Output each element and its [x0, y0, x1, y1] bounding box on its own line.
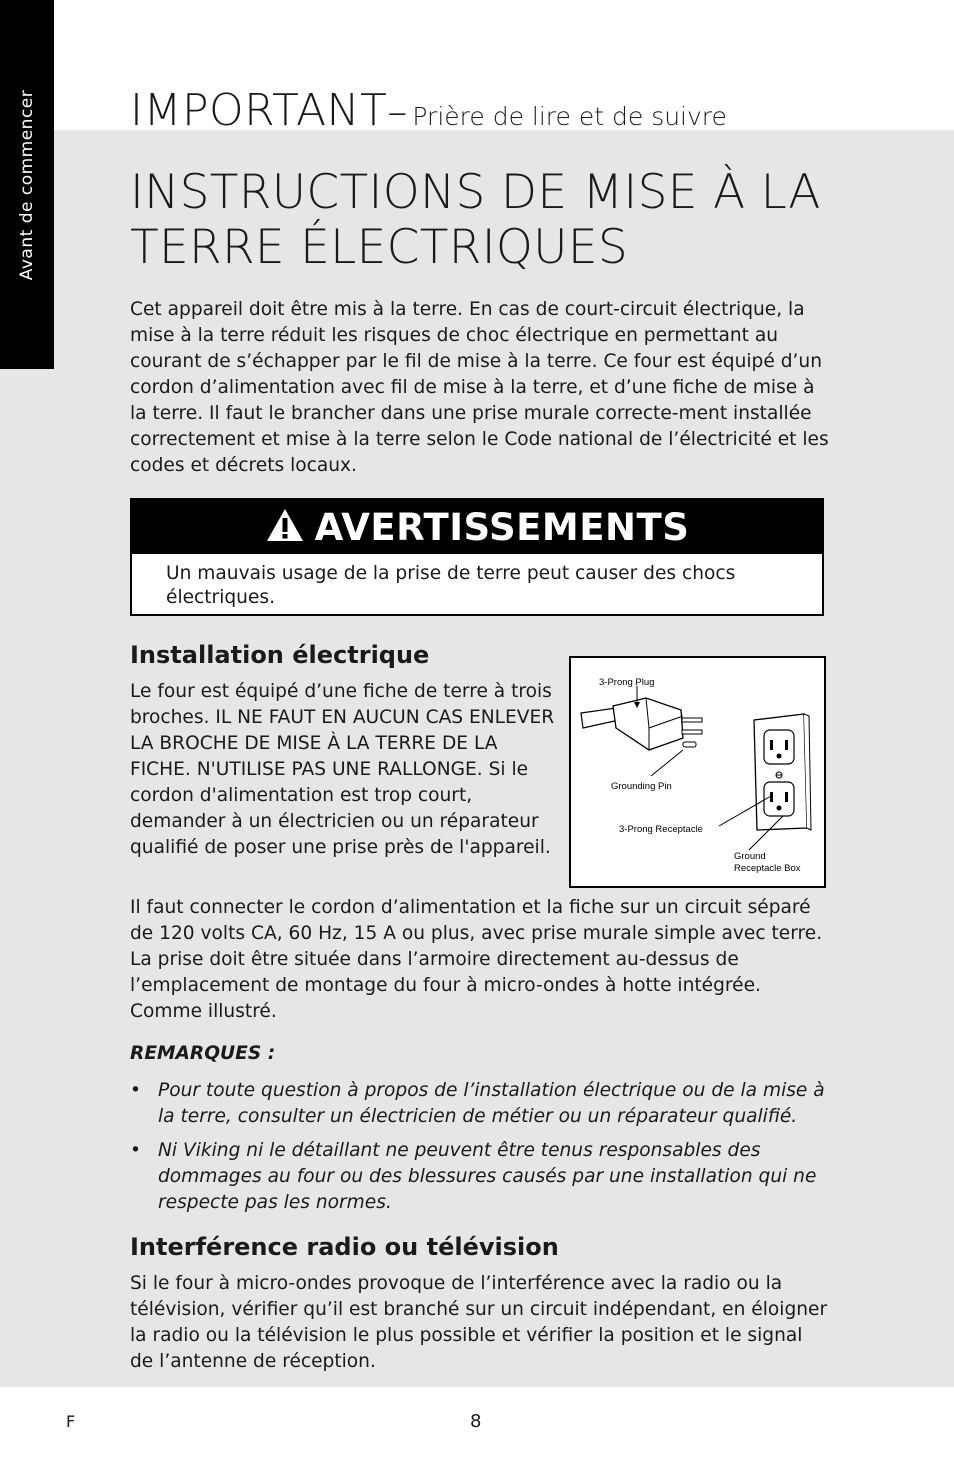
- list-item: • Pour toute question à propos de l’installation électrique ou de la mise à la terre, consulter un électricien de métier ou un réparateur qualifié.: [130, 1080, 825, 1127]
- title-line-2: TERRE ÉLECTRIQUES: [130, 220, 629, 275]
- page-title: [130, 165, 821, 275]
- side-tab: [0, 0, 54, 369]
- page-number: 8: [470, 1411, 482, 1432]
- label-receptacle-box: Receptacle Box: [734, 863, 801, 874]
- notes-label: REMARQUES :: [130, 1043, 276, 1064]
- label-3-prong-receptacle: 3-Prong Receptacle: [619, 824, 703, 835]
- heading-dash: –: [387, 89, 408, 135]
- footer-language: F: [66, 1412, 76, 1431]
- note-text: Pour toute question à propos de l’installation électrique ou de la mise à la terre, consulter un électricien de métier ou un réparateur qualifié.: [158, 1080, 825, 1127]
- heading-subtitle: Prière de lire et de suivre: [412, 102, 727, 131]
- page-heading: [130, 85, 727, 136]
- grounding-diagram-svg: [571, 658, 824, 886]
- warning-box: [130, 498, 824, 616]
- installation-paragraph-2: Il faut connecter le cordon d’alimentation et la fiche sur un circuit séparé de 120 volts CA, 60 Hz, 15 A ou plus, avec prise murale simple avec terre. La prise doit être située dans l’armoire directement au-dessus de l’emplacement de montage du four à micro-ondes à hotte intégrée. Comme illustré.: [130, 897, 823, 1022]
- side-tab-label: Avant de commencer: [17, 89, 37, 281]
- warning-header: [132, 500, 822, 554]
- warning-triangle-icon: [265, 507, 305, 547]
- radio-heading: Interférence radio ou télévision: [130, 1233, 559, 1261]
- notes-list: [130, 1078, 830, 1224]
- radio-paragraph: Si le four à micro-ondes provoque de l’interférence avec la radio ou la télévision, vérifier qu’il est branché sur un circuit indépendant, en éloigner la radio ou la télévision le plus possible et vérifier la position et le signal de l’antenne de réception.: [130, 1273, 828, 1372]
- grounding-diagram: [569, 656, 826, 888]
- label-grounding-pin: Grounding Pin: [611, 781, 672, 792]
- installation-paragraph-1: Le four est équipé d’une fiche de terre à trois broches. IL NE FAUT EN AUCUN CAS ENLEVER LA BROCHE DE MISE À LA TERRE DE LA FICHE. N'UTILISE PAS UNE RALLONGE. Si le cordon d'alimentation est trop court, demander à un électricien ou un réparateur qualifié de poser une prise près de l'appareil.: [130, 681, 555, 858]
- intro-paragraph: Cet appareil doit être mis à la terre. En cas de court-circuit électrique, la mise à la terre réduit les risques de choc électrique en permettant au courant de s’échapper par le fil de mise à la terre. Ce four est équipé d’un cordon d’alimentation avec fil de mise à la terre, et d’une fiche de mise à la terre. Il faut le brancher dans une prise murale correcte-ment installée correctement et mise à la terre selon le Code national de l’électricité et les codes et décrets locaux.: [130, 299, 829, 476]
- label-3-prong-plug: 3-Prong Plug: [599, 677, 655, 688]
- list-item: • Ni Viking ni le détaillant ne peuvent être tenus responsables des dommages au four ou des blessures causés par une installation qui ne respecte pas les normes.: [130, 1140, 817, 1213]
- installation-heading: Installation électrique: [130, 641, 430, 669]
- important-label: IMPORTANT: [130, 85, 388, 136]
- note-text: Ni Viking ni le détaillant ne peuvent être tenus responsables des dommages au four ou des blessures causés par une installation qui ne respecte pas les normes.: [158, 1140, 817, 1213]
- warning-text: Un mauvais usage de la prise de terre peut causer des chocs électriques.: [166, 563, 736, 608]
- label-ground: Ground: [734, 851, 766, 862]
- warning-title: AVERTISSEMENTS: [314, 505, 690, 549]
- title-line-1: INSTRUCTIONS DE MISE À LA: [130, 165, 821, 220]
